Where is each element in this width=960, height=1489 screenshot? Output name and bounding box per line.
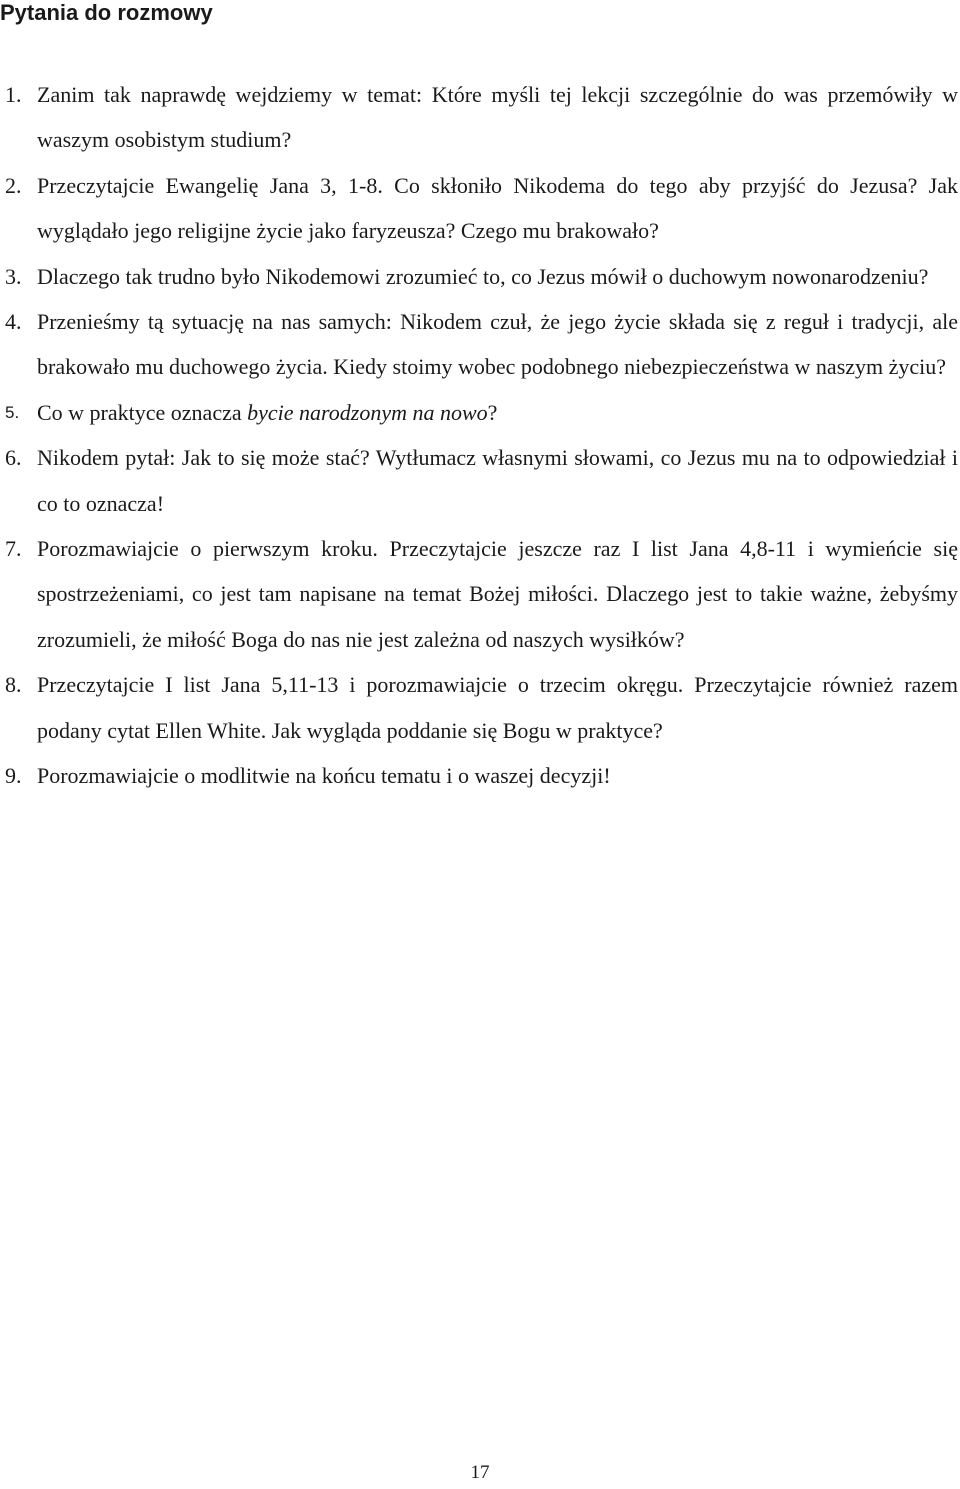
page-number: 17 — [470, 1462, 490, 1483]
question-text: Porozmawiajcie o pierwszym kroku. Przeczytajcie jeszcze raz I list Jana 4,8-11 i wymieńcie się spostrzeżeniami, co jest tam napisane na temat Bożej miłości. Dlaczego jest to takie ważne, żebyśmy zrozumieli, że miłość Boga do nas nie jest zależna od naszych wysiłków? — [37, 536, 958, 652]
question-number: 7. — [5, 536, 22, 562]
question-text-before: Co w praktyce oznacza — [37, 399, 248, 425]
question-item-5 — [0, 390, 958, 435]
question-item-6 — [0, 435, 958, 526]
question-item-3 — [0, 254, 958, 299]
question-number: 6. — [5, 445, 22, 471]
question-item-9 — [0, 753, 958, 798]
question-text: Przeczytajcie Ewangelię Jana 3, 1-8. Co skłoniło Nikodema do tego aby przyjść do Jezusa? Jak wyglądało jego religijne życie jako faryzeusza? Czego mu brakowało? — [37, 172, 958, 244]
question-item-1 — [0, 72, 958, 163]
question-text-after: ? — [487, 399, 498, 425]
question-text: Przeczytajcie I list Jana 5,11-13 i porozmawiajcie o trzecim okręgu. Przeczytajcie również razem podany cytat Ellen White. Jak wygląda poddanie się Bogu w praktyce? — [37, 672, 958, 743]
question-text: Zanim tak naprawdę wejdziemy w temat: Które myśli tej lekcji szczególnie do was przemówiły w waszym osobistym studium? — [37, 82, 958, 153]
page-title: Pytania do rozmowy — [0, 0, 213, 25]
question-item-4 — [0, 299, 958, 390]
question-text: Dlaczego tak trudno było Nikodemowi zrozumieć to, co Jezus mówił o duchowym nowonarodzeniu? — [37, 263, 929, 289]
question-text: Przenieśmy tą sytuację na nas samych: Nikodem czuł, że jego życie składa się z reguł i tradycji, ale brakowało mu duchowego życia. Kiedy stoimy wobec podobnego niebezpieczeństwa w naszym życiu? — [37, 309, 958, 380]
question-text-italic: bycie narodzonym na nowo — [247, 399, 488, 425]
question-number: 1. — [5, 82, 22, 107]
question-number: 5. — [5, 402, 20, 422]
question-number: 3. — [5, 263, 22, 289]
question-number: 9. — [5, 763, 22, 789]
question-number: 8. — [5, 672, 22, 698]
question-text: Porozmawiajcie o modlitwie na końcu tematu i o waszej decyzji! — [37, 763, 611, 789]
question-number: 4. — [5, 309, 22, 335]
question-item-8 — [0, 662, 958, 753]
question-list — [0, 72, 958, 799]
question-number: 2. — [5, 172, 22, 198]
question-text: Nikodem pytał: Jak to się może stać? Wytłumacz własnymi słowami, co Jezus mu na to odpowiedział i co to oznacza! — [37, 445, 958, 516]
question-item-7 — [0, 526, 958, 662]
question-item-2 — [0, 163, 958, 254]
